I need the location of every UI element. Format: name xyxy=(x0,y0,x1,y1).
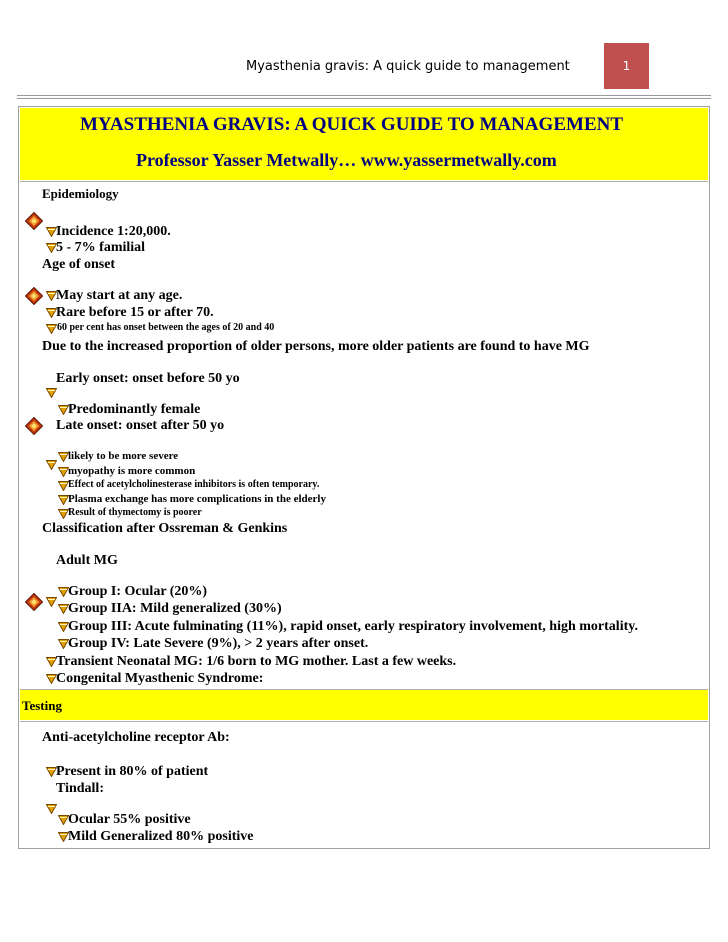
diamond-bullet-icon xyxy=(25,212,43,230)
classification-heading: Classification after Ossreman & Genkins xyxy=(42,521,288,536)
triangle-bullet-icon xyxy=(46,388,57,398)
triangle-bullet-icon xyxy=(46,324,57,334)
older-patients-note: Due to the increased proportion of older persons, more older patients are found to have MG xyxy=(42,339,590,354)
group-item: Group III: Acute fulminating (11%), rapid onset, early respiratory involvement, high mortality. xyxy=(68,619,638,634)
incidence-text: Incidence 1:20,000. xyxy=(56,224,171,239)
tindall-item: Mild Generalized 80% positive xyxy=(68,829,254,844)
early-onset-item: Predominantly female xyxy=(68,402,201,417)
header-rule xyxy=(17,95,711,96)
running-header-title: Myasthenia gravis: A quick guide to management xyxy=(246,59,570,74)
age-item: 60 per cent has onset between the ages of 20 and 40 xyxy=(57,322,275,333)
section-divider xyxy=(20,721,708,722)
group-item: Group IV: Late Severe (9%), > 2 years after onset. xyxy=(68,636,369,651)
tindall-heading: Tindall: xyxy=(56,781,104,796)
neonatal-mg-text: Transient Neonatal MG: 1/6 born to MG mother. Last a few weeks. xyxy=(56,654,457,669)
age-item: May start at any age. xyxy=(56,288,183,303)
testing-heading: Testing xyxy=(22,698,62,713)
late-onset-item: likely to be more severe xyxy=(68,450,179,462)
ab-heading: Anti-acetylcholine receptor Ab: xyxy=(42,730,230,745)
age-item: Rare before 15 or after 70. xyxy=(56,305,214,320)
triangle-bullet-icon xyxy=(46,804,57,814)
late-onset-item: myopathy is more common xyxy=(68,465,196,477)
age-of-onset-heading: Age of onset xyxy=(42,257,116,272)
testing-banner xyxy=(20,690,708,720)
late-onset-item: Plasma exchange has more complications in the elderly xyxy=(68,493,326,505)
diamond-bullet-icon xyxy=(25,287,43,305)
document-title: MYASTHENIA GRAVIS: A QUICK GUIDE TO MANAGEMENT xyxy=(80,114,624,135)
late-onset-heading: Late onset: onset after 50 yo xyxy=(56,418,225,433)
late-onset-item: Effect of acetylcholinesterase inhibitors is often temporary. xyxy=(68,479,320,490)
adult-mg-heading: Adult MG xyxy=(56,553,118,568)
group-item: Group I: Ocular (20%) xyxy=(68,584,208,599)
document-subtitle: Professor Yasser Metwally… www.yassermetwally.com xyxy=(136,150,557,170)
triangle-bullet-icon xyxy=(46,597,57,607)
page-number-badge: 1 xyxy=(604,43,649,89)
familial-text: 5 - 7% familial xyxy=(56,240,146,255)
section-divider xyxy=(20,181,708,182)
header-rule-2 xyxy=(17,98,711,99)
congenital-text: Congenital Myasthenic Syndrome: xyxy=(56,671,264,686)
late-onset-item: Result of thymectomy is poorer xyxy=(68,507,202,518)
diamond-bullet-icon xyxy=(25,593,43,611)
early-onset-heading: Early onset: onset before 50 yo xyxy=(56,371,240,386)
present-text: Present in 80% of patient xyxy=(56,764,209,779)
diamond-bullet-icon xyxy=(25,417,43,435)
group-item: Group IIA: Mild generalized (30%) xyxy=(68,601,282,616)
epidemiology-heading: Epidemiology xyxy=(42,186,119,201)
tindall-item: Ocular 55% positive xyxy=(68,812,191,827)
triangle-bullet-icon xyxy=(46,460,57,470)
